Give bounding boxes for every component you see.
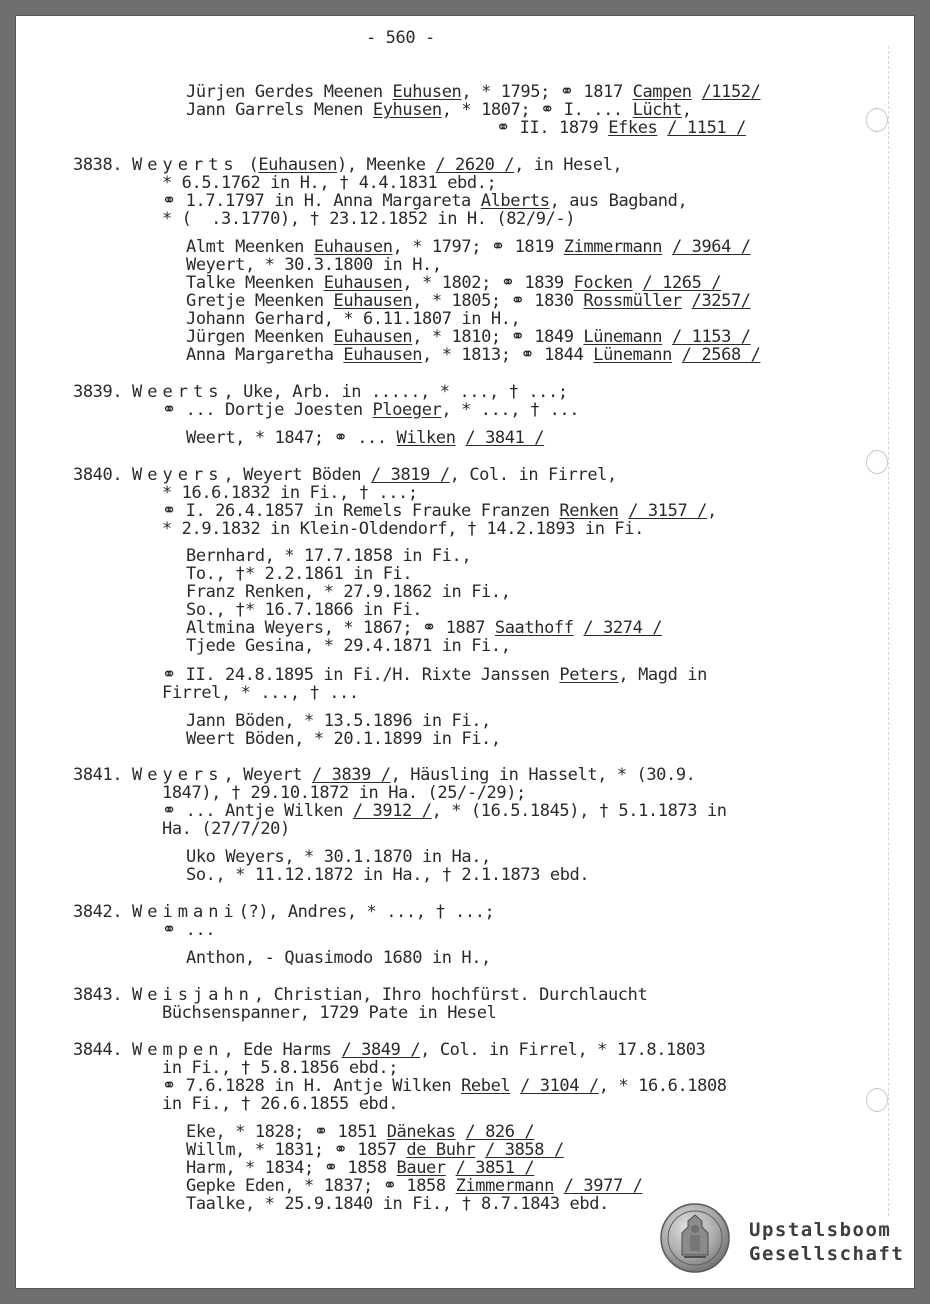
- entry-header-3841: 3841. Weyers, Weyert / 3839 /, Häusling in Hasselt, * (30.9.: [73, 765, 696, 785]
- punch-hole: [866, 1088, 888, 1112]
- entry-header-3842: 3842. Weimani(?), Andres, * ..., † ...;: [73, 902, 495, 922]
- record-line: ⚭ II. 1879 Efkes / 1151 /: [496, 118, 746, 138]
- child-line: Anthon, - Quasimodo 1680 in H.,: [186, 948, 491, 968]
- record-line: ⚭ 7.6.1828 in H. Antje Wilken Rebel / 3104 /, * 16.6.1808: [162, 1076, 727, 1096]
- child-line: Anna Margaretha Euhausen, * 1813; ⚭ 1844 Lünemann / 2568 /: [186, 345, 761, 365]
- child-line: So., * 11.12.1872 in Ha., † 2.1.1873 ebd.: [186, 865, 590, 885]
- child-line: Taalke, * 25.9.1840 in Fi., † 8.7.1843 ebd.: [186, 1194, 609, 1214]
- entry-header-3843: 3843. Weisjahn, Christian, Ihro hochfürst. Durchlaucht: [73, 985, 648, 1005]
- child-line: So., †* 16.7.1866 in Fi.: [186, 600, 423, 620]
- record-line: * 2.9.1832 in Klein-Oldendorf, † 14.2.1893 in Fi.: [162, 519, 644, 539]
- entry-header-3839: 3839. Weerts, Uke, Arb. in ....., * ..., † ...;: [73, 382, 568, 402]
- child-line: Weyert, * 30.3.1800 in H.,: [186, 255, 442, 275]
- punch-hole: [866, 450, 888, 474]
- record-line: in Fi., † 26.6.1855 ebd.: [162, 1094, 399, 1114]
- document-page: [16, 16, 914, 1288]
- child-line: Weert Böden, * 20.1.1899 in Fi.,: [186, 729, 501, 749]
- page-number: - 560 -: [366, 28, 435, 48]
- child-line: To., †* 2.2.1861 in Fi.: [186, 564, 413, 584]
- child-line: Altmina Weyers, * 1867; ⚭ 1887 Saathoff / 3274 /: [186, 618, 663, 638]
- child-line: Uko Weyers, * 30.1.1870 in Ha.,: [186, 847, 491, 867]
- child-line: Gepke Eden, * 1837; ⚭ 1858 Zimmermann / 3977 /: [186, 1176, 643, 1196]
- child-line: Almt Meenken Euhausen, * 1797; ⚭ 1819 Zimmermann / 3964 /: [186, 237, 751, 257]
- record-line: 1847), † 29.10.1872 in Ha. (25/-/29);: [162, 783, 526, 803]
- record-line: Büchsenspanner, 1729 Pate in Hesel: [162, 1003, 497, 1023]
- punch-hole: [866, 108, 888, 132]
- record-line: ⚭ I. 26.4.1857 in Remels Frauke Franzen Renken / 3157 /,: [162, 501, 717, 521]
- logo-line-2: Gesellschaft: [749, 1243, 905, 1265]
- child-line: Talke Meenken Euhausen, * 1802; ⚭ 1839 Focken / 1265 /: [186, 273, 722, 293]
- child-line: Willm, * 1831; ⚭ 1857 de Buhr / 3858 /: [186, 1140, 564, 1160]
- child-line: Harm, * 1834; ⚭ 1858 Bauer / 3851 /: [186, 1158, 535, 1178]
- entry-header-3838: 3838. Weyerts (Euhausen), Meenke / 2620 /, in Hesel,: [73, 155, 623, 175]
- society-seal-icon: [660, 1203, 730, 1273]
- entry-header-3844: 3844. Wempen, Ede Harms / 3849 /, Col. in Firrel, * 17.8.1803: [73, 1040, 706, 1060]
- record-line: ⚭ ...: [162, 920, 216, 940]
- record-line: * 6.5.1762 in H., † 4.4.1831 ebd.;: [162, 173, 497, 193]
- child-line: Franz Renken, * 27.9.1862 in Fi.,: [186, 582, 511, 602]
- record-line: ⚭ ... Dortje Joesten Ploeger, * ..., † ...: [162, 400, 580, 420]
- page-edge-dashes: [888, 46, 890, 1216]
- child-line: Weert, * 1847; ⚭ ... Wilken / 3841 /: [186, 428, 545, 448]
- child-line: Johann Gerhard, * 6.11.1807 in H.,: [186, 309, 521, 329]
- child-line: Tjede Gesina, * 29.4.1871 in Fi.,: [186, 636, 511, 656]
- child-line: Bernhard, * 17.7.1858 in Fi.,: [186, 546, 472, 566]
- child-line: Jann Böden, * 13.5.1896 in Fi.,: [186, 711, 491, 731]
- child-line: Gretje Meenken Euhausen, * 1805; ⚭ 1830 Rossmüller /3257/: [186, 291, 751, 311]
- record-line: * ( .3.1770), † 23.12.1852 in H. (82/9/-): [162, 209, 576, 229]
- record-line: Jürjen Gerdes Meenen Euhusen, * 1795; ⚭ 1817 Campen /1152/: [186, 82, 761, 102]
- logo-line-1: Upstalsboom: [749, 1219, 892, 1241]
- child-line: Jürgen Meenken Euhausen, * 1810; ⚭ 1849 Lünemann / 1153 /: [186, 327, 751, 347]
- record-line: Jann Garrels Menen Eyhusen, * 1807; ⚭ I. ... Lücht,: [186, 100, 692, 120]
- society-logo-text: [749, 1218, 904, 1266]
- record-line: ⚭ 1.7.1797 in H. Anna Margareta Alberts, aus Bagband,: [162, 191, 688, 211]
- record-line: ⚭ ... Antje Wilken / 3912 /, * (16.5.1845), † 5.1.1873 in: [162, 801, 727, 821]
- record-line: Ha. (27/7/20): [162, 819, 290, 839]
- entry-header-3840: 3840. Weyers, Weyert Böden / 3819 /, Col. in Firrel,: [73, 465, 617, 485]
- record-line: * 16.6.1832 in Fi., † ...;: [162, 483, 418, 503]
- record-line: ⚭ II. 24.8.1895 in Fi./H. Rixte Janssen Peters, Magd in: [162, 665, 707, 685]
- child-line: Eke, * 1828; ⚭ 1851 Dänekas / 826 /: [186, 1122, 535, 1142]
- record-line: in Fi., † 5.8.1856 ebd.;: [162, 1058, 399, 1078]
- record-line: Firrel, * ..., † ...: [162, 683, 359, 703]
